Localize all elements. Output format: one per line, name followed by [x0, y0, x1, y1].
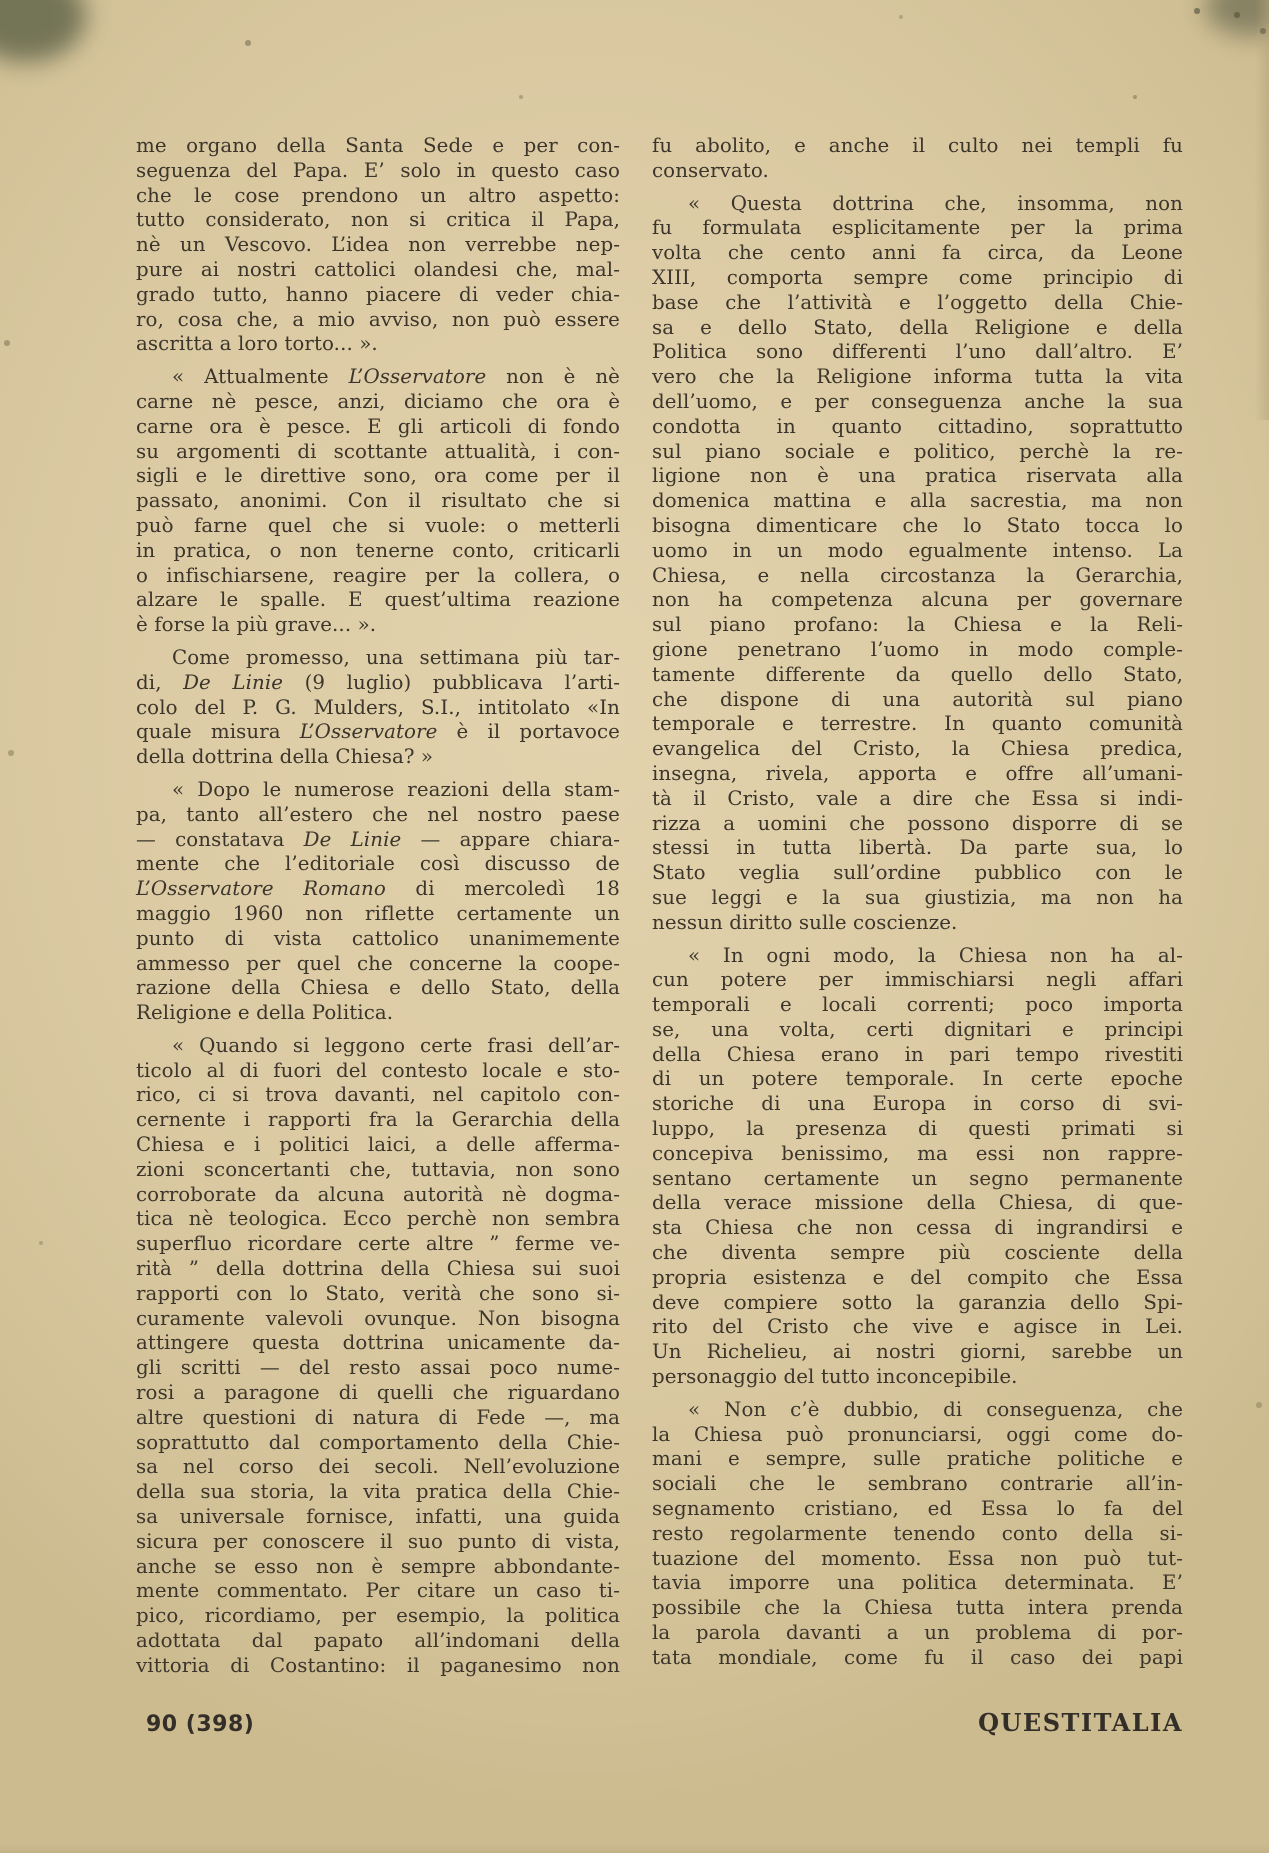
text-line: XIII, comporta sempre come principio di — [652, 265, 1183, 289]
text-line: che diventa sempre più cosciente della — [652, 1241, 1183, 1265]
paragraph — [652, 192, 1183, 936]
text-line: sa universale fornisce, infatti, una guida — [136, 1505, 620, 1529]
text-line: tuazione del momento. Essa non può tut- — [652, 1546, 1183, 1570]
text-line: vero che la Religione informa tutta la vita — [652, 365, 1183, 389]
text-line: in pratica, o non tenerne conto, criticarli — [136, 538, 620, 562]
text-line: altre questioni di natura di Fede —, ma — [136, 1405, 620, 1429]
text-line: quale misura L’Osservatore è il portavoce — [136, 720, 620, 744]
text-line: ascritta a loro torto... ». — [136, 332, 378, 356]
text-line: cun potere per immischiarsi negli affari — [652, 968, 1183, 992]
text-line: colo del P. G. Mulders, S.I., intitolato «In — [136, 695, 620, 719]
paragraph — [136, 646, 620, 770]
scan-edge-right — [1255, 0, 1269, 420]
page-footer — [136, 1708, 1183, 1737]
text-line: rito del Cristo che vive e agisce in Lei. — [652, 1315, 1183, 1339]
text-line: luppo, la presenza di questi primati si — [652, 1117, 1183, 1141]
text-line: « Attualmente L’Osservatore non è nè — [172, 365, 620, 389]
text-line: deve compiere sotto la garanzia dello Spi- — [652, 1290, 1183, 1314]
text-line: seguenza del Papa. E’ solo in questo caso — [136, 158, 620, 182]
paragraph — [652, 944, 1183, 1390]
text-line: rizza a uomini che possono disporre di se — [652, 811, 1183, 835]
text-line: della dottrina della Chiesa? » — [136, 745, 434, 769]
text-line: Chiesa, e nella circostanza la Gerarchia, — [652, 563, 1183, 587]
text-line: Un Richelieu, ai nostri giorni, sarebbe un — [652, 1340, 1183, 1364]
text-line: della Chiesa erano in pari tempo rivestiti — [652, 1042, 1183, 1066]
text-line: bisogna dimenticare che lo Stato tocca lo — [652, 513, 1183, 537]
paragraph — [652, 1398, 1183, 1671]
text-line: Religione e della Politica. — [136, 1001, 394, 1025]
text-line: punto di vista cattolico unanimemente — [136, 926, 620, 950]
text-line: nessun diritto sulle coscienze. — [652, 910, 958, 934]
text-line: sentano certamente un segno permanente — [652, 1166, 1183, 1190]
text-line: pa, tanto all’estero che nel nostro paese — [136, 802, 620, 826]
text-line: curamente valevoli ovunque. Non bisogna — [136, 1306, 620, 1330]
text-line: L’Osservatore Romano di mercoledì 18 — [136, 877, 620, 901]
text-line: corroborate da alcuna autorità nè dogma- — [136, 1182, 620, 1206]
text-line: tavia imporre una politica determinata. E’ — [652, 1571, 1183, 1595]
text-line: ro, cosa che, a mio avviso, non può essere — [136, 307, 620, 331]
text-line: concepiva benissimo, ma essi non rappre- — [652, 1141, 1183, 1165]
text-line: razione della Chiesa e dello Stato, della — [136, 976, 620, 1000]
paragraph — [136, 778, 620, 1026]
text-line: maggio 1960 non riflette certamente un — [136, 901, 620, 925]
text-line: tata mondiale, come fu il caso dei papi — [652, 1645, 1183, 1669]
text-line: sue leggi e la sua giustizia, ma non ha — [652, 885, 1183, 909]
text-line: « Dopo le numerose reazioni della stam- — [172, 777, 620, 801]
paragraph — [136, 365, 620, 638]
text-line: rico, ci si trova davanti, nel capitolo con- — [136, 1083, 620, 1107]
text-line: pure ai nostri cattolici olandesi che, mal- — [136, 257, 620, 281]
text-line: me organo della Santa Sede e per con- — [136, 134, 620, 157]
text-line: o infischiarsene, reagire per la collera, o — [136, 563, 620, 587]
text-line: Come promesso, una settimana più tar- — [172, 645, 620, 669]
scan-blotch-top-left — [0, 0, 86, 62]
text-line: sicura per conoscere il suo punto di vista, — [136, 1529, 620, 1553]
paragraph — [136, 134, 620, 357]
text-line: domenica mattina e alla sacrestia, ma non — [652, 489, 1183, 513]
text-line: della verace missione della Chiesa, di que- — [652, 1191, 1183, 1215]
text-line: fu formulata esplicitamente per la prima — [652, 216, 1183, 240]
text-line: carne nè pesce, anzi, diciamo che ora è — [136, 389, 620, 413]
text-line: insegna, rivela, apporta e offre all’umani- — [652, 761, 1183, 785]
journal-title: QUESTITALIA — [978, 1708, 1183, 1737]
text-line: conservato. — [652, 158, 769, 182]
text-line: adottata dal papato all’indomani della — [136, 1629, 620, 1653]
text-line: rapporti con lo Stato, verità che sono si- — [136, 1281, 620, 1305]
text-line: gione penetrano l’uomo in modo comple- — [652, 637, 1183, 661]
text-line: se, una volta, certi dignitari e principi — [652, 1017, 1183, 1041]
text-line: Politica sono differenti l’uno dall’altro. E’ — [652, 340, 1183, 364]
text-line: passato, anonimi. Con il risultato che si — [136, 489, 620, 513]
paper-specks — [0, 0, 2, 2]
text-line: che dispone di una autorità sul piano — [652, 687, 1183, 711]
text-line: personaggio del tutto inconcepibile. — [652, 1365, 1018, 1389]
text-line: rosi a paragone di quelli che riguardano — [136, 1381, 620, 1405]
text-line: uomo in un modo egualmente intenso. La — [652, 538, 1183, 562]
text-line: « Questa dottrina che, insomma, non — [688, 191, 1183, 215]
text-line: Chiesa e i politici laici, a delle afferma- — [136, 1133, 620, 1157]
text-line: alzare le spalle. E quest’ultima reazione — [136, 588, 620, 612]
text-line: pico, ricordiamo, per esempio, la politica — [136, 1604, 620, 1628]
text-line: di un potere temporale. In certe epoche — [652, 1067, 1183, 1091]
text-line: tutto considerato, non si critica il Papa, — [136, 208, 620, 232]
text-line: non ha competenza alcuna per governare — [652, 588, 1183, 612]
text-line: « In ogni modo, la Chiesa non ha al- — [688, 943, 1183, 967]
text-line: temporale e terrestre. In quanto comunità — [652, 712, 1183, 736]
text-line: segnamento cristiano, ed Essa lo fa del — [652, 1497, 1183, 1521]
text-line: sa nel corso dei secoli. Nell’evoluzione — [136, 1455, 620, 1479]
text-line: carne ora è pesce. E gli articoli di fondo — [136, 414, 620, 438]
scan-edge-bottom — [0, 1843, 1269, 1853]
text-line: sul piano sociale e politico, perchè la re- — [652, 439, 1183, 463]
text-line: « Quando si leggono certe frasi dell’ar- — [172, 1033, 620, 1057]
text-line: fu abolito, e anche il culto nei templi fu — [652, 134, 1183, 157]
text-line: della sua storia, la vita pratica della Chie- — [136, 1480, 620, 1504]
text-line: — constatava De Linie — appare chiara- — [136, 827, 621, 851]
text-line: sa e dello Stato, della Religione e della — [652, 315, 1183, 339]
page-number: 90 (398) — [146, 1712, 255, 1737]
text-line: tamente differente da quello dello Stato, — [652, 662, 1183, 686]
text-line: tica nè teologica. Ecco perchè non sembra — [136, 1207, 620, 1231]
text-line: sul piano profano: la Chiesa e la Reli- — [652, 613, 1183, 637]
text-line: vittoria di Costantino: il paganesimo non — [136, 1653, 620, 1677]
text-line: mani e sempre, sulle pratiche politiche e — [652, 1447, 1183, 1471]
text-line: superfluo ricordare certe altre ” ferme ve- — [136, 1232, 620, 1256]
text-line: sociali che le sembrano contrarie all’in- — [652, 1472, 1183, 1496]
text-line: tà il Cristo, vale a dire che Essa si indi- — [652, 786, 1183, 810]
text-line: dell’uomo, e per conseguenza anche la sua — [652, 389, 1183, 413]
text-line: condotta in quanto cittadino, soprattutto — [652, 414, 1183, 438]
text-line: resto regolarmente tenendo conto della si- — [652, 1521, 1183, 1545]
text-line: temporali e locali correnti; poco importa — [652, 993, 1183, 1017]
text-line: mente commentato. Per citare un caso ti- — [136, 1579, 620, 1603]
article-body — [136, 134, 1183, 1679]
text-line: di, De Linie (9 luglio) pubblicava l’arti- — [136, 670, 621, 694]
paragraph — [136, 1034, 620, 1679]
right-column — [652, 134, 1183, 1679]
text-line: sta Chiesa che non cessa di ingrandirsi e — [652, 1216, 1183, 1240]
text-line: ligione non è una pratica riservata alla — [652, 464, 1183, 488]
text-line: volta che cento anni fa circa, da Leone — [652, 241, 1183, 265]
text-line: può farne quel che si vuole: o metterli — [136, 513, 620, 537]
text-line: ammesso per quel che concerne la coope- — [136, 951, 620, 975]
text-line: gli scritti — del resto assai poco nume- — [136, 1356, 620, 1380]
paragraph — [652, 134, 1183, 184]
text-line: storiche di una Europa in corso di svi- — [652, 1092, 1183, 1116]
text-line: Stato veglia sull’ordine pubblico con le — [652, 861, 1183, 885]
text-line: ticolo al di fuori del contesto locale e sto- — [136, 1058, 620, 1082]
text-line: la parola davanti a un problema di por- — [652, 1621, 1183, 1645]
text-line: attingere questa dottrina unicamente da- — [136, 1331, 620, 1355]
left-column — [136, 134, 620, 1679]
text-line: che le cose prendono un altro aspetto: — [136, 183, 620, 207]
text-line: propria esistenza e del compito che Essa — [652, 1265, 1183, 1289]
text-line: mente che l’editoriale così discusso de — [136, 852, 620, 876]
text-line: grado tutto, hanno piacere di veder chia- — [136, 282, 620, 306]
text-line: è forse la più grave... ». — [136, 613, 377, 637]
text-line: evangelica del Cristo, la Chiesa predica, — [652, 737, 1183, 761]
text-line: sigli e le direttive sono, ora come per il — [136, 464, 620, 488]
text-line: zioni sconcertanti che, tuttavia, non sono — [136, 1157, 620, 1181]
text-line: su argomenti di scottante attualità, i con- — [136, 439, 620, 463]
text-line: anche se esso non è sempre abbondante- — [136, 1554, 620, 1578]
text-line: possibile che la Chiesa tutta intera prenda — [652, 1596, 1183, 1620]
text-line: nè un Vescovo. L’idea non verrebbe nep- — [136, 233, 620, 257]
text-line: cernente i rapporti fra la Gerarchia della — [136, 1108, 620, 1132]
text-line: rità ” della dottrina della Chiesa sui suoi — [136, 1257, 620, 1281]
text-line: « Non c’è dubbio, di conseguenza, che — [688, 1397, 1183, 1421]
text-line: la Chiesa può pronunciarsi, oggi come do- — [652, 1422, 1183, 1446]
text-line: soprattutto dal comportamento della Chie- — [136, 1430, 620, 1454]
text-line: stessi in tutta libertà. Da parte sua, lo — [652, 836, 1183, 860]
text-line: base che l’attività e l’oggetto della Chie- — [652, 290, 1183, 314]
